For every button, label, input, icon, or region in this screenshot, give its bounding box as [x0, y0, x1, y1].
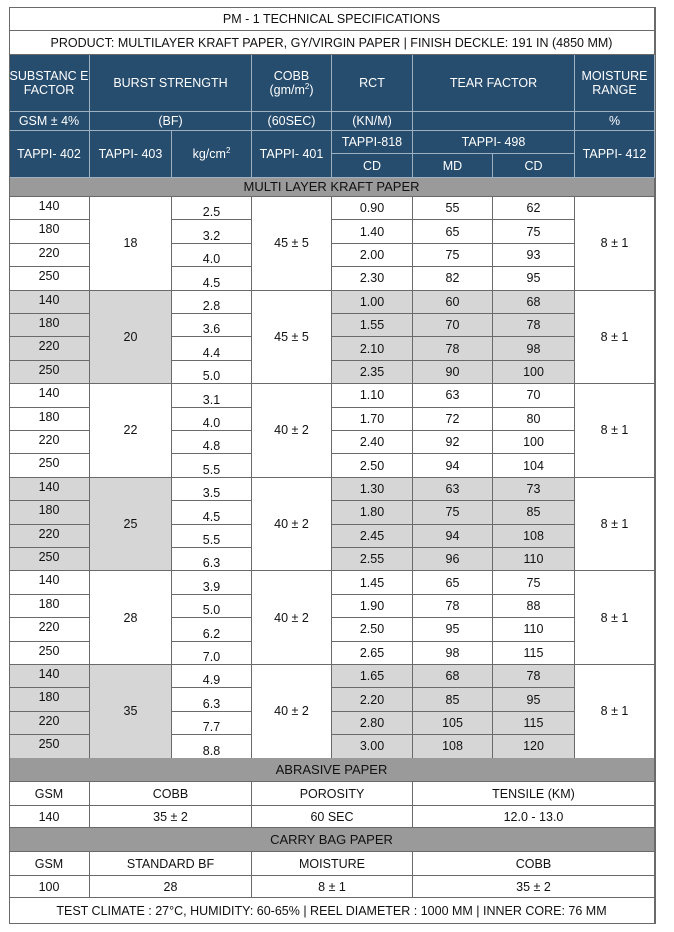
gsm-value: 180 [9, 688, 90, 711]
tear-cd-value: 108 [493, 525, 575, 548]
tear-md-value: 60 [413, 291, 493, 314]
gsm-value: 220 [9, 618, 90, 641]
carry-bag-value: 100 [9, 876, 90, 898]
bf-value: 25 [90, 478, 172, 572]
cobb-value: 40 ± 2 [252, 384, 332, 478]
cobb-value: 45 ± 5 [252, 197, 332, 291]
tear-cd-value: 62 [493, 197, 575, 220]
carry-bag-value: 8 ± 1 [252, 876, 413, 898]
page-title: PM - 1 TECHNICAL SPECIFICATIONS [9, 7, 655, 31]
hdr-tappi498: TAPPI- 498 [413, 131, 575, 154]
carry-bag-header: STANDARD BF [90, 852, 252, 876]
carry-bag-value: 28 [90, 876, 252, 898]
tear-cd-value: 110 [493, 618, 575, 641]
kgcm-value: 4.4 [172, 337, 252, 360]
hdr-kgcm [172, 131, 252, 178]
rct-value: 2.35 [332, 361, 413, 384]
hdr-pct: % [575, 112, 655, 131]
bf-value: 28 [90, 571, 172, 665]
abrasive-value: 140 [9, 806, 90, 828]
bf-value: 22 [90, 384, 172, 478]
tear-md-value: 92 [413, 431, 493, 454]
hdr-rct-cd: CD [332, 154, 413, 178]
tear-cd-value: 75 [493, 571, 575, 594]
section-carry-bag: CARRY BAG PAPER [9, 828, 655, 852]
gsm-value: 220 [9, 337, 90, 360]
tear-cd-value: 100 [493, 431, 575, 454]
kgcm-value: 2.5 [172, 197, 252, 220]
hdr-kgcm-label: kg/cm [192, 147, 226, 161]
tear-cd-value: 93 [493, 244, 575, 267]
rct-value: 1.10 [332, 384, 413, 407]
hdr-substance: SUBSTANC E FACTOR [9, 55, 90, 112]
kgcm-value: 6.2 [172, 618, 252, 641]
moisture-value: 8 ± 1 [575, 197, 655, 291]
tear-md-value: 78 [413, 337, 493, 360]
kgcm-value: 4.0 [172, 408, 252, 431]
kgcm-value: 3.2 [172, 220, 252, 243]
kgcm-value: 5.5 [172, 454, 252, 477]
gsm-value: 180 [9, 220, 90, 243]
rct-value: 0.90 [332, 197, 413, 220]
rct-value: 1.45 [332, 571, 413, 594]
rct-value: 2.30 [332, 267, 413, 290]
rct-value: 1.65 [332, 665, 413, 688]
hdr-cobb [252, 55, 332, 112]
tear-md-value: 72 [413, 408, 493, 431]
gsm-value: 140 [9, 478, 90, 501]
rct-value: 2.20 [332, 688, 413, 711]
section-abrasive: ABRASIVE PAPER [9, 758, 655, 782]
hdr-burst: BURST STRENGTH [90, 55, 252, 112]
tear-md-value: 94 [413, 525, 493, 548]
tear-md-value: 65 [413, 220, 493, 243]
hdr-knm: (KN/M) [332, 112, 413, 131]
moisture-value: 8 ± 1 [575, 665, 655, 759]
tear-md-value: 63 [413, 384, 493, 407]
hdr-cd: CD [493, 154, 575, 178]
product-line: PRODUCT: MULTILAYER KRAFT PAPER, GY/VIRGIN PAPER | FINISH DECKLE: 191 IN (4850 MM) [9, 31, 655, 55]
kgcm-value: 4.5 [172, 501, 252, 524]
gsm-value: 140 [9, 291, 90, 314]
hdr-60sec: (60SEC) [252, 112, 332, 131]
tear-cd-value: 110 [493, 548, 575, 571]
rct-value: 2.00 [332, 244, 413, 267]
hdr-rct: RCT [332, 55, 413, 112]
tear-cd-value: 88 [493, 595, 575, 618]
kgcm-value: 4.0 [172, 244, 252, 267]
gsm-value: 180 [9, 595, 90, 618]
tear-cd-value: 115 [493, 642, 575, 665]
tear-cd-value: 85 [493, 501, 575, 524]
carry-bag-header: GSM [9, 852, 90, 876]
abrasive-value: 12.0 - 13.0 [413, 806, 655, 828]
rct-value: 2.40 [332, 431, 413, 454]
rct-value: 2.65 [332, 642, 413, 665]
gsm-value: 140 [9, 665, 90, 688]
kgcm-value: 3.9 [172, 571, 252, 594]
moisture-value: 8 ± 1 [575, 571, 655, 665]
kgcm-value: 7.7 [172, 712, 252, 735]
rct-value: 2.10 [332, 337, 413, 360]
kgcm-value: 6.3 [172, 688, 252, 711]
tear-md-value: 105 [413, 712, 493, 735]
kgcm-value: 4.8 [172, 431, 252, 454]
section-multi-layer: MULTI LAYER KRAFT PAPER [9, 178, 655, 197]
tear-md-value: 55 [413, 197, 493, 220]
moisture-value: 8 ± 1 [575, 291, 655, 385]
tear-cd-value: 73 [493, 478, 575, 501]
rct-value: 1.70 [332, 408, 413, 431]
rct-value: 2.80 [332, 712, 413, 735]
rct-value: 2.50 [332, 454, 413, 477]
hdr-tappi402: TAPPI- 402 [9, 131, 90, 178]
cobb-value: 40 ± 2 [252, 665, 332, 759]
gsm-value: 220 [9, 431, 90, 454]
bf-value: 18 [90, 197, 172, 291]
kgcm-value: 4.5 [172, 267, 252, 290]
hdr-cobb-unit: (gm/m [269, 83, 305, 97]
rct-value: 1.00 [332, 291, 413, 314]
tear-md-value: 94 [413, 454, 493, 477]
hdr-tappi403: TAPPI- 403 [90, 131, 172, 178]
kgcm-value: 6.3 [172, 548, 252, 571]
tear-cd-value: 78 [493, 314, 575, 337]
abrasive-header: POROSITY [252, 782, 413, 806]
kgcm-value: 4.9 [172, 665, 252, 688]
abrasive-header: COBB [90, 782, 252, 806]
tear-md-value: 65 [413, 571, 493, 594]
kgcm-value: 5.5 [172, 525, 252, 548]
hdr-cobb-unit-end: ) [309, 83, 314, 97]
hdr-tear-blank [413, 112, 575, 131]
gsm-value: 180 [9, 408, 90, 431]
gsm-value: 220 [9, 244, 90, 267]
abrasive-value: 35 ± 2 [90, 806, 252, 828]
hdr-kgcm-sup: 2 [225, 145, 231, 155]
tear-md-value: 75 [413, 244, 493, 267]
carry-bag-value: 35 ± 2 [413, 876, 655, 898]
gsm-value: 180 [9, 501, 90, 524]
cobb-value: 40 ± 2 [252, 571, 332, 665]
cobb-value: 45 ± 5 [252, 291, 332, 385]
tear-md-value: 108 [413, 735, 493, 758]
hdr-moisture: MOISTURE RANGE [575, 55, 655, 112]
hdr-cobb-label: COBB [273, 69, 310, 83]
rct-value: 1.80 [332, 501, 413, 524]
abrasive-header: TENSILE (KM) [413, 782, 655, 806]
bf-value: 35 [90, 665, 172, 759]
tear-cd-value: 70 [493, 384, 575, 407]
tear-md-value: 78 [413, 595, 493, 618]
hdr-tear: TEAR FACTOR [413, 55, 575, 112]
gsm-value: 140 [9, 197, 90, 220]
rct-value: 2.55 [332, 548, 413, 571]
bf-value: 20 [90, 291, 172, 385]
rct-value: 1.40 [332, 220, 413, 243]
footer-conditions: TEST CLIMATE : 27°C, HUMIDITY: 60-65% | REEL DIAMETER : 1000 MM | INNER CORE: 76 MM [9, 898, 655, 924]
gsm-value: 250 [9, 548, 90, 571]
carry-bag-header: COBB [413, 852, 655, 876]
moisture-value: 8 ± 1 [575, 384, 655, 478]
tear-md-value: 85 [413, 688, 493, 711]
abrasive-header: GSM [9, 782, 90, 806]
tear-cd-value: 78 [493, 665, 575, 688]
gsm-value: 220 [9, 525, 90, 548]
tear-md-value: 75 [413, 501, 493, 524]
tear-md-value: 96 [413, 548, 493, 571]
kgcm-value: 3.1 [172, 384, 252, 407]
rct-value: 1.30 [332, 478, 413, 501]
kgcm-value: 3.6 [172, 314, 252, 337]
hdr-bf: (BF) [90, 112, 252, 131]
tear-cd-value: 95 [493, 267, 575, 290]
gsm-value: 140 [9, 384, 90, 407]
tear-md-value: 63 [413, 478, 493, 501]
tear-md-value: 90 [413, 361, 493, 384]
hdr-tappi818: TAPPI-818 [332, 131, 413, 154]
gsm-value: 250 [9, 642, 90, 665]
moisture-value: 8 ± 1 [575, 478, 655, 572]
tear-md-value: 82 [413, 267, 493, 290]
tear-cd-value: 95 [493, 688, 575, 711]
gsm-value: 220 [9, 712, 90, 735]
tear-cd-value: 80 [493, 408, 575, 431]
tear-md-value: 95 [413, 618, 493, 641]
kgcm-value: 7.0 [172, 642, 252, 665]
hdr-tappi401: TAPPI- 401 [252, 131, 332, 178]
carry-bag-header: MOISTURE [252, 852, 413, 876]
rct-value: 2.45 [332, 525, 413, 548]
tear-cd-value: 104 [493, 454, 575, 477]
tear-cd-value: 98 [493, 337, 575, 360]
tear-cd-value: 115 [493, 712, 575, 735]
hdr-md: MD [413, 154, 493, 178]
rct-value: 1.55 [332, 314, 413, 337]
gsm-value: 250 [9, 454, 90, 477]
gsm-value: 180 [9, 314, 90, 337]
tear-md-value: 98 [413, 642, 493, 665]
tear-cd-value: 120 [493, 735, 575, 758]
kgcm-value: 3.5 [172, 478, 252, 501]
tear-cd-value: 75 [493, 220, 575, 243]
tear-md-value: 70 [413, 314, 493, 337]
kgcm-value: 5.0 [172, 595, 252, 618]
hdr-cobb-sup: 2 [304, 81, 310, 91]
hdr-tappi412: TAPPI- 412 [575, 131, 655, 178]
abrasive-value: 60 SEC [252, 806, 413, 828]
gsm-value: 140 [9, 571, 90, 594]
gsm-value: 250 [9, 267, 90, 290]
rct-value: 1.90 [332, 595, 413, 618]
tear-cd-value: 100 [493, 361, 575, 384]
kgcm-value: 2.8 [172, 291, 252, 314]
gsm-value: 250 [9, 735, 90, 758]
cobb-value: 40 ± 2 [252, 478, 332, 572]
kgcm-value: 5.0 [172, 361, 252, 384]
rct-value: 2.50 [332, 618, 413, 641]
hdr-gsm-tol: GSM ± 4% [9, 112, 90, 131]
tear-cd-value: 68 [493, 291, 575, 314]
kgcm-value: 8.8 [172, 735, 252, 758]
gsm-value: 250 [9, 361, 90, 384]
rct-value: 3.00 [332, 735, 413, 758]
tear-md-value: 68 [413, 665, 493, 688]
